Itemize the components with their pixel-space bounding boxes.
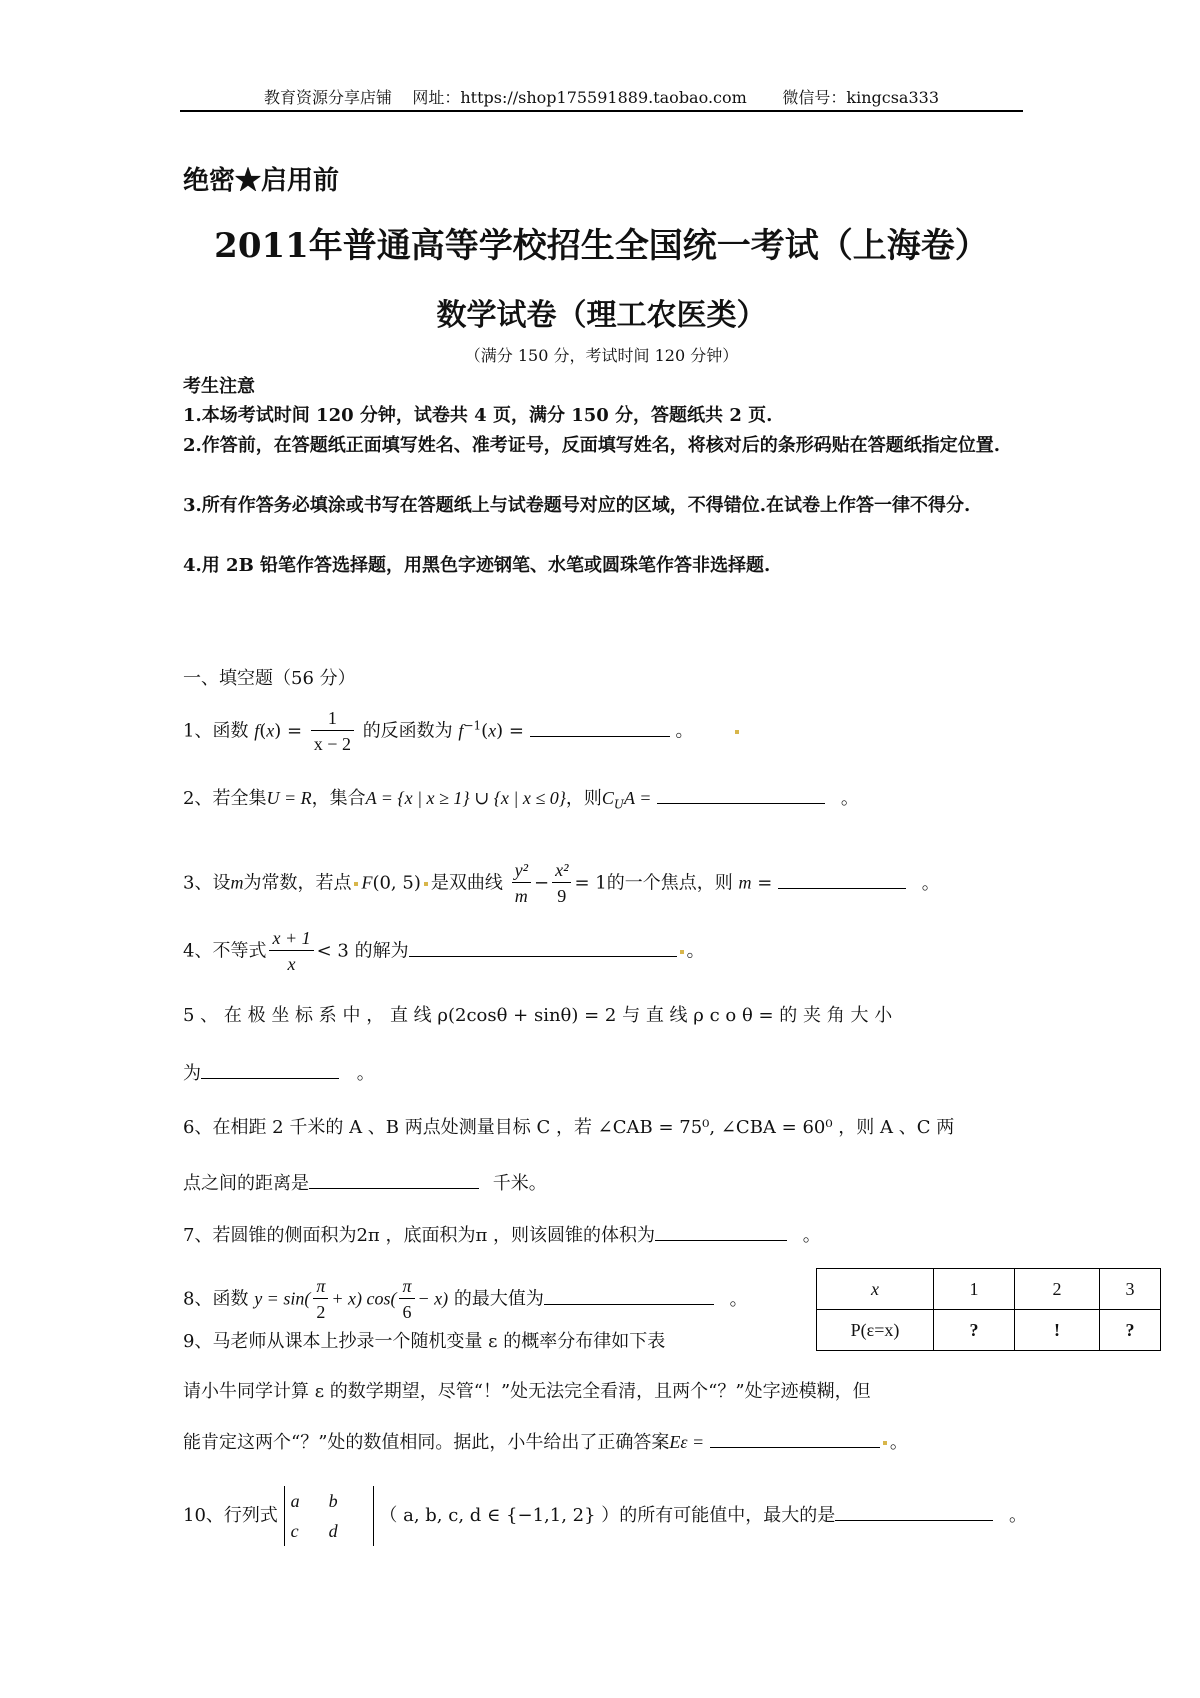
question-10: 10、行列式 a b c d （ a, b, c, d ∈ {−1,1, 2} ）的所有可能值中，最大的是 。 [183,1486,1027,1546]
table-cell: 2 [1015,1269,1100,1310]
question-7: 7、若圆锥的侧面积为2π ，底面积为π ，则该圆锥的体积为 。 [183,1222,821,1250]
notes-heading: 考生注意 [183,376,255,397]
table-cell: P(ε=x) [817,1310,934,1351]
answer-blank[interactable] [657,785,825,804]
question-9-cont: 请小牛同学计算 ε 的数学期望，尽管“！”处无法完全看清，且两个“？”处字迹模糊，但 [183,1381,871,1402]
answer-blank[interactable] [309,1170,479,1189]
fraction: $\frac{1}{x - 2}$ [311,706,354,757]
answer-blank[interactable] [655,1222,787,1241]
note-item: 4.用 2B 铅笔作答选择题，用黑色字迹钢笔、水笔或圆珠笔作答非选择题. [183,555,771,576]
secret-label: 绝密★启用前 [183,166,340,196]
exam-subtitle: （满分 150 分，考试时间 120 分钟） [464,346,739,365]
note-item: 3.所有作答务必填涂或书写在答题纸上与试卷题号对应的区域，不得错位.在试卷上作答一律不得分. [183,495,971,516]
question-5-cont: 为 。 [183,1060,375,1088]
table-cell: x [817,1269,934,1310]
answer-blank[interactable] [409,938,677,957]
question-6-cont: 点之间的距离是 千米。 [183,1170,547,1198]
answer-blank[interactable] [710,1429,880,1448]
question-8: 8、函数 y = sin( $\frac{\pi}{2}$ + x) cos( $\frac{\pi}{6}$ − x) 的最大值为 。 [183,1274,748,1325]
question-5: 5 、 在 极 坐 标 系 中 ， 直 线 ρ(2cosθ + sinθ) = 2 与 直 线 ρ c o θ = 的 夹 角 大 小 [183,1005,893,1026]
probability-table [816,1268,1161,1351]
note-item: 2.作答前，在答题纸正面填写姓名、准考证号，反面填写姓名，将核对后的条形码贴在答题纸指定位置. [183,435,1001,456]
page-header: 教育资源分享店铺 网址：https://shop175591889.taobao.com 微信号：kingcsa333 [263,88,940,107]
table-cell: 1 [934,1269,1015,1310]
question-9-cont: 能肯定这两个“？”处的数值相同。据此，小牛给出了正确答案Eε = 。 [183,1428,908,1457]
determinant: a b c d [284,1486,374,1546]
header-rule [180,110,1023,112]
question-2: 2、若全集U = R，集合A = {x | x ≥ 1} ∪ {x | x ≤ 0}，则$C_UA$ = 。 [183,784,859,819]
question-6: 6、在相距 2 千米的 A 、B 两点处测量目标 C ，若 ∠CAB = 75⁰, ∠CBA = 60⁰ ，则 A 、C 两 [183,1117,955,1138]
section-heading: 一、填空题（56 分） [183,668,356,689]
table-cell: ? [1100,1310,1161,1351]
answer-blank[interactable] [544,1286,714,1305]
question-9: 9、马老师从课本上抄录一个随机变量 ε 的概率分布律如下表 [183,1331,666,1352]
fraction: $\frac{\pi}{2}$ [313,1274,328,1325]
table-cell: 3 [1100,1269,1161,1310]
fraction: $\frac{\text{x²}}{9}$ [552,858,571,909]
exam-subject-title: 数学试卷（理工农医类） [436,298,767,333]
fraction: $\frac{x + 1}{x}$ [269,926,313,977]
answer-blank[interactable] [778,870,906,889]
answer-blank[interactable] [530,718,670,737]
fraction: $\frac{\pi}{6}$ [399,1274,414,1325]
table-cell: ? [934,1310,1015,1351]
question-1: 1、函数 f(x) = $\frac{1}{x - 2}$ 的反函数为 $f^{-1}(x)$ = 。 [183,706,742,757]
question-3: 3、设m为常数，若点 F(0, 5) 是双曲线 $\frac{\text{y²}}{m}$ − $\frac{\text{x²}}{9}$ = 1的一个焦点，则 m = 。 [183,858,940,909]
exam-title: 2011年普通高等学校招生全国统一考试（上海卷） [214,226,989,266]
note-item: 1.本场考试时间 120 分钟，试卷共 4 页，满分 150 分，答题纸共 2 页. [183,405,773,426]
table-cell: ! [1015,1310,1100,1351]
answer-blank[interactable] [201,1060,339,1079]
fraction: $\frac{\text{y²}}{m}$ [512,858,531,909]
question-4: 4、不等式 $\frac{x + 1}{x}$ < 3 的解为 。 [183,926,705,977]
answer-blank[interactable] [835,1502,993,1521]
